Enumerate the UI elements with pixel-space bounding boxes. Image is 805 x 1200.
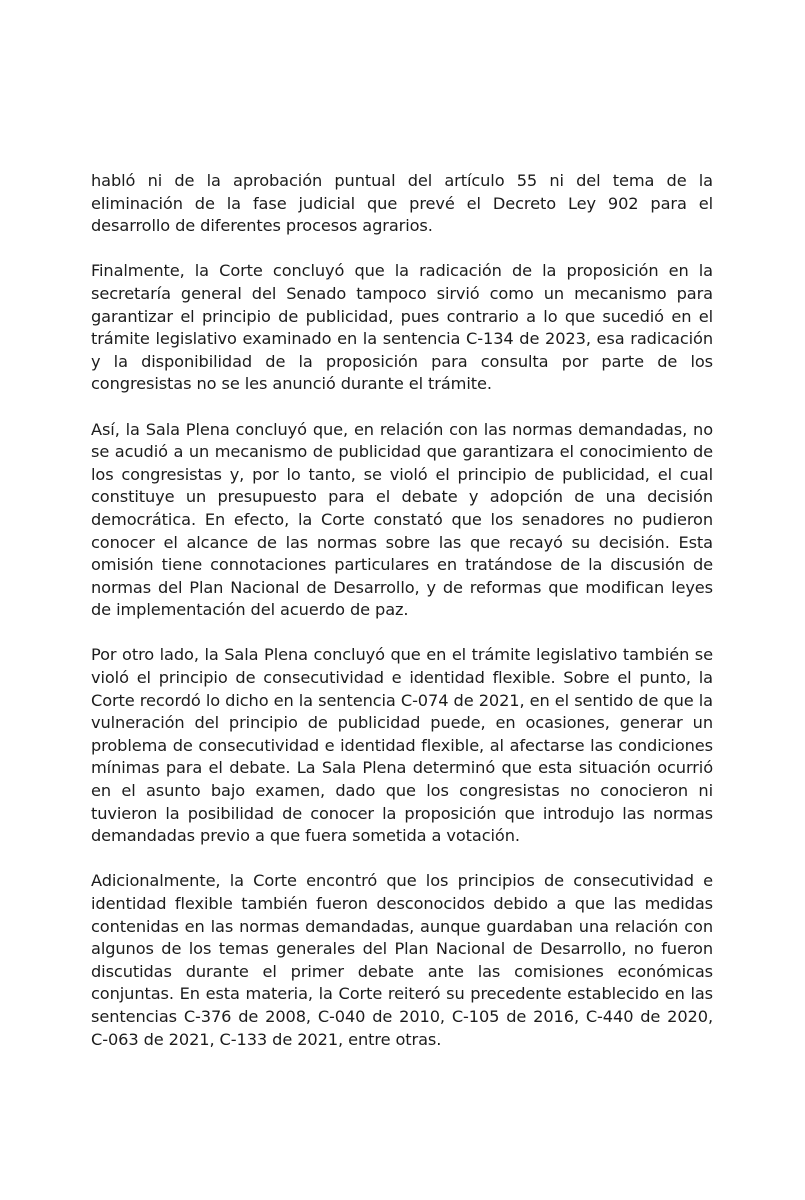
paragraph-4: Por otro lado, la Sala Plena concluyó que en el trámite legislativo también se violó el principio de consecutividad e identidad flexible. Sobre el punto, la Corte recordó lo dicho en la sentencia C-074 de 2021, en el sentido de que la vulneración del principio de publicidad puede, en ocasiones, generar un problema de consecutividad e identidad flexible, al afectarse las condiciones mínimas para el debate. La Sala Plena determinó que esta situación ocurrió en el asunto bajo examen, dado que los congresistas no conocieron ni tuvieron la posibilidad de conocer la proposición que introdujo las normas demandadas previo a que fuera sometida a votación.	[91, 645, 713, 846]
paragraph-1: habló ni de la aprobación puntual del artículo 55 ni del tema de la eliminación de la fase judicial que prevé el Decreto Ley 902 para el desarrollo de diferentes procesos agrarios.	[91, 171, 713, 236]
document-page	[91, 170, 713, 1074]
paragraph-3: Así, la Sala Plena concluyó que, en relación con las normas demandadas, no se acudió a un mecanismo de publicidad que garantizara el conocimiento de los congresistas y, por lo tanto, se violó el principio de publicidad, el cual constituye un presupuesto para el debate y adopción de una decisión democrática. En efecto, la Corte constató que los senadores no pudieron conocer el alcance de las normas sobre las que recayó su decisión. Esta omisión tiene connotaciones particulares en tratándose de la discusión de normas del Plan Nacional de Desarrollo, y de reformas que modifican leyes de implementación del acuerdo de paz.	[91, 419, 713, 620]
paragraph-5: Adicionalmente, la Corte encontró que los principios de consecutividad e identidad flexible también fueron desconocidos debido a que las medidas contenidas en las normas demandadas, aunque guardaban una relación con algunos de los temas generales del Plan Nacional de Desarrollo, no fueron discutidas durante el primer debate ante las comisiones económicas conjuntas. En esta materia, la Corte reiteró su precedente establecido en las sentencias C-376 de 2008, C-040 de 2010, C-105 de 2016, C-440 de 2020, C-063 de 2021, C-133 de 2021, entre otras.	[91, 871, 713, 1049]
paragraph-2: Finalmente, la Corte concluyó que la radicación de la proposición en la secretaría general del Senado tampoco sirvió como un mecanismo para garantizar el principio de publicidad, pues contrario a lo que sucedió en el trámite legislativo examinado en la sentencia C-134 de 2023, esa radicación y la disponibilidad de la proposición para consulta por parte de los congresistas no se les anunció durante el trámite.	[91, 261, 713, 394]
